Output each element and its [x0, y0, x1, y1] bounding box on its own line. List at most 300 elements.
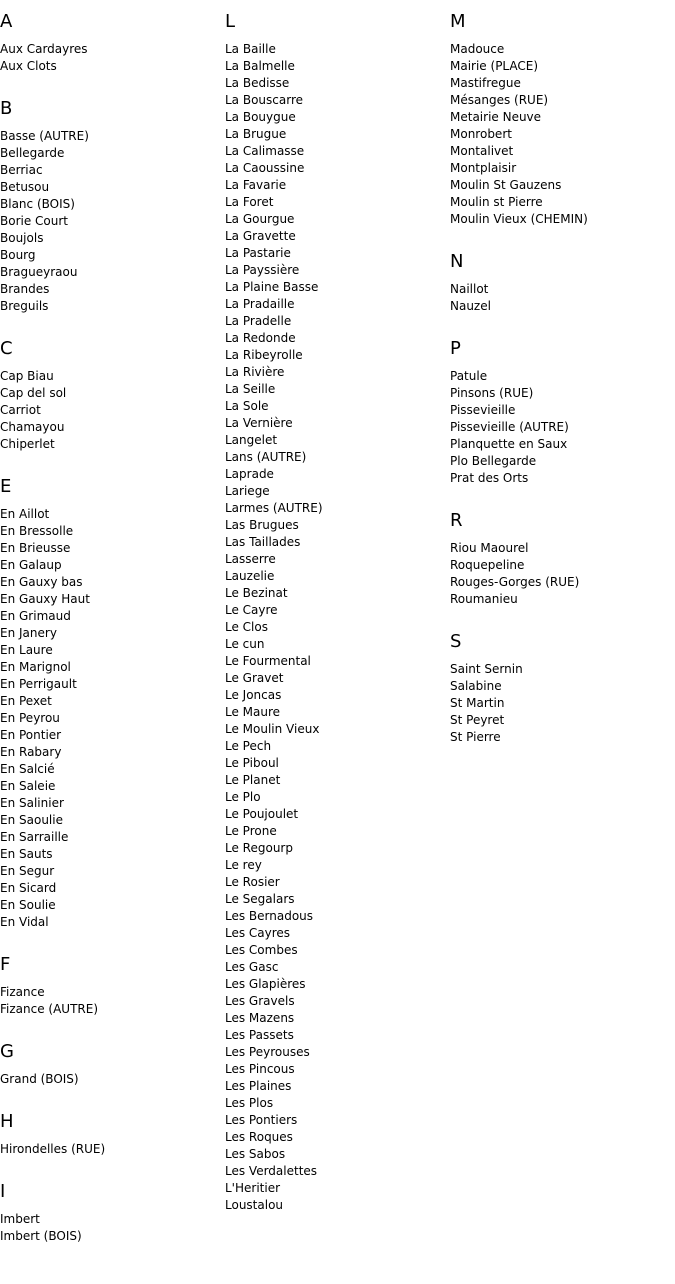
street-link[interactable]: Lariege	[225, 484, 270, 498]
street-link[interactable]: Fizance	[0, 985, 45, 999]
street-link[interactable]: Le Bezinat	[225, 586, 288, 600]
street-list-item	[225, 432, 445, 449]
street-link[interactable]: Les Peyrouses	[225, 1045, 310, 1059]
street-link[interactable]: La Bouygue	[225, 110, 296, 124]
street-link[interactable]: En Pexet	[0, 694, 52, 708]
street-link[interactable]: Les Combes	[225, 943, 298, 957]
street-list-item	[450, 41, 675, 58]
street-link[interactable]: Patule	[450, 369, 488, 383]
street-link[interactable]: Le Plo	[225, 790, 261, 804]
street-link[interactable]: Salabine	[450, 679, 502, 693]
letter-heading: A	[0, 11, 13, 32]
street-link[interactable]: Mastifregue	[450, 76, 521, 90]
street-link[interactable]: En Perrigault	[0, 677, 77, 691]
street-link[interactable]: En Grimaud	[0, 609, 71, 623]
street-list-item	[0, 213, 220, 230]
street-list-item	[225, 908, 445, 925]
street-list-item	[225, 143, 445, 160]
letter-heading: H	[0, 1111, 14, 1132]
street-list-item	[225, 653, 445, 670]
street-link[interactable]: Moulin Vieux (CHEMIN)	[450, 212, 588, 226]
street-link[interactable]: Basse (AUTRE)	[0, 129, 89, 143]
letter-section-s	[450, 631, 675, 746]
street-list-item	[225, 398, 445, 415]
street-link[interactable]: Les Passets	[225, 1028, 294, 1042]
street-list-item	[225, 1044, 445, 1061]
street-list-item	[225, 602, 445, 619]
street-list-item	[0, 829, 220, 846]
street-list	[0, 1071, 220, 1088]
street-list-item	[225, 755, 445, 772]
street-link[interactable]: En Vidal	[0, 915, 49, 929]
street-list-item	[0, 659, 220, 676]
street-link[interactable]: En Salcié	[0, 762, 55, 776]
street-link[interactable]: Bragueyraou	[0, 265, 78, 279]
street-link[interactable]: Le cun	[225, 637, 265, 651]
street-list-item	[0, 574, 220, 591]
street-list	[0, 1211, 220, 1245]
street-link[interactable]: En Salinier	[0, 796, 64, 810]
street-list-item	[225, 738, 445, 755]
street-link[interactable]: Las Taillades	[225, 535, 301, 549]
street-list	[225, 41, 445, 1214]
street-list-item	[225, 330, 445, 347]
street-list-item	[0, 984, 220, 1001]
street-link[interactable]: Naillot	[450, 282, 489, 296]
letter-section-n	[450, 251, 675, 315]
street-list	[0, 368, 220, 453]
street-list-item	[0, 196, 220, 213]
street-link[interactable]: Bourg	[0, 248, 36, 262]
street-list	[450, 368, 675, 487]
street-list-item	[450, 712, 675, 729]
letter-section-m	[450, 11, 675, 228]
street-link[interactable]: Les Plaines	[225, 1079, 292, 1093]
street-list-item	[450, 75, 675, 92]
street-list-item	[225, 857, 445, 874]
street-list-item	[225, 466, 445, 483]
street-link[interactable]: Le Planet	[225, 773, 281, 787]
street-list-item	[450, 368, 675, 385]
street-list-item	[225, 1061, 445, 1078]
street-link[interactable]: Rouges-Gorges (RUE)	[450, 575, 580, 589]
street-link[interactable]: Langelet	[225, 433, 278, 447]
street-link[interactable]: Le Cayre	[225, 603, 278, 617]
street-list	[450, 540, 675, 608]
street-list-item	[225, 1180, 445, 1197]
letter-section-f	[0, 954, 220, 1018]
street-list-item	[225, 177, 445, 194]
street-link[interactable]: Berriac	[0, 163, 43, 177]
street-list	[450, 281, 675, 315]
street-link[interactable]: En Saleie	[0, 779, 56, 793]
street-list-item	[0, 744, 220, 761]
street-list-item	[0, 710, 220, 727]
street-list-item	[225, 194, 445, 211]
street-link[interactable]: Imbert	[0, 1212, 40, 1226]
street-link[interactable]: Plo Bellegarde	[450, 454, 537, 468]
street-link[interactable]: Le Rosier	[225, 875, 280, 889]
letter-heading: N	[450, 251, 464, 272]
street-list-item	[0, 795, 220, 812]
street-link[interactable]: Saint Sernin	[450, 662, 523, 676]
street-list-item	[0, 846, 220, 863]
street-link[interactable]: Les Gravels	[225, 994, 295, 1008]
street-link[interactable]: Blanc (BOIS)	[0, 197, 75, 211]
street-list-item	[0, 778, 220, 795]
street-link[interactable]: En Bressolle	[0, 524, 74, 538]
street-link[interactable]: En Laure	[0, 643, 53, 657]
street-list-item	[0, 1141, 220, 1158]
street-list-item	[225, 925, 445, 942]
street-link[interactable]: En Soulie	[0, 898, 56, 912]
street-list-item	[0, 145, 220, 162]
street-list-item	[225, 58, 445, 75]
street-link[interactable]: Les Mazens	[225, 1011, 295, 1025]
street-list-item	[450, 58, 675, 75]
street-list-item	[450, 298, 675, 315]
street-list-item	[0, 557, 220, 574]
street-list-item	[225, 959, 445, 976]
street-list-item	[225, 704, 445, 721]
street-list-item	[450, 574, 675, 591]
street-list-item	[225, 126, 445, 143]
street-link[interactable]: Boujols	[0, 231, 44, 245]
street-list-item	[0, 41, 220, 58]
street-link[interactable]: Moulin St Gauzens	[450, 178, 562, 192]
street-list-item	[0, 385, 220, 402]
street-link[interactable]: En Segur	[0, 864, 55, 878]
street-link[interactable]: La Bedisse	[225, 76, 290, 90]
street-list-item	[0, 1211, 220, 1228]
street-list-item	[0, 402, 220, 419]
street-list-item	[225, 296, 445, 313]
street-link[interactable]: La Payssière	[225, 263, 300, 277]
street-list-item	[225, 1010, 445, 1027]
street-list-item	[0, 523, 220, 540]
street-link[interactable]: Laprade	[225, 467, 274, 481]
letter-heading: F	[0, 954, 11, 975]
street-link[interactable]: L'Heritier	[225, 1181, 281, 1195]
street-link[interactable]: Roumanieu	[450, 592, 518, 606]
street-link[interactable]: Metairie Neuve	[450, 110, 542, 124]
street-list-item	[225, 568, 445, 585]
street-link[interactable]: Monrobert	[450, 127, 512, 141]
street-link[interactable]: La Calimasse	[225, 144, 305, 158]
street-link[interactable]: Mésanges (RUE)	[450, 93, 549, 107]
street-link[interactable]: Les Plos	[225, 1096, 274, 1110]
street-link[interactable]: En Saoulie	[0, 813, 63, 827]
street-link[interactable]: Prat des Orts	[450, 471, 529, 485]
street-link[interactable]: Le Regourp	[225, 841, 293, 855]
street-list-item	[450, 281, 675, 298]
street-list-item	[0, 506, 220, 523]
street-list-item	[225, 41, 445, 58]
letter-section-b	[0, 98, 220, 315]
street-link[interactable]: St Peyret	[450, 713, 505, 727]
street-link[interactable]: Cap del sol	[0, 386, 67, 400]
street-list-item	[450, 177, 675, 194]
street-link[interactable]: St Martin	[450, 696, 505, 710]
street-list-item	[450, 453, 675, 470]
street-list-item	[450, 160, 675, 177]
street-link[interactable]: Le Pech	[225, 739, 272, 753]
street-list-item	[0, 608, 220, 625]
street-link[interactable]: La Sole	[225, 399, 269, 413]
street-link[interactable]: En Sicard	[0, 881, 57, 895]
letter-section-a	[0, 11, 220, 75]
street-list-item	[0, 863, 220, 880]
street-link[interactable]: En Pontier	[0, 728, 62, 742]
street-link[interactable]: Loustalou	[225, 1198, 284, 1212]
street-link[interactable]: Pissevieille (AUTRE)	[450, 420, 569, 434]
street-link[interactable]: La Balmelle	[225, 59, 295, 73]
street-link[interactable]: En Marignol	[0, 660, 71, 674]
letter-section-l	[225, 11, 445, 1214]
street-link[interactable]: Le Fourmental	[225, 654, 311, 668]
street-list-item	[0, 281, 220, 298]
street-list-item	[225, 1129, 445, 1146]
street-link[interactable]: En Janery	[0, 626, 57, 640]
street-list-item	[225, 619, 445, 636]
street-link[interactable]: Le Joncas	[225, 688, 282, 702]
street-list-item	[0, 436, 220, 453]
street-link[interactable]: Nauzel	[450, 299, 491, 313]
street-list-item	[0, 591, 220, 608]
street-list-item	[225, 483, 445, 500]
street-list-item	[225, 381, 445, 398]
street-link[interactable]: Lans (AUTRE)	[225, 450, 307, 464]
street-list-item	[0, 1001, 220, 1018]
street-list-item	[225, 1027, 445, 1044]
street-link[interactable]: Les Gasc	[225, 960, 279, 974]
street-link[interactable]: Roquepeline	[450, 558, 525, 572]
street-link[interactable]: Le Poujoulet	[225, 807, 299, 821]
street-link[interactable]: Le Prone	[225, 824, 277, 838]
street-link[interactable]: En Aillot	[0, 507, 50, 521]
street-link[interactable]: En Rabary	[0, 745, 62, 759]
street-link[interactable]: En Galaup	[0, 558, 62, 572]
letter-section-c	[0, 338, 220, 453]
street-link[interactable]: La Seille	[225, 382, 276, 396]
street-link[interactable]: Hirondelles (RUE)	[0, 1142, 106, 1156]
street-link[interactable]: La Pradelle	[225, 314, 292, 328]
letter-section-h	[0, 1111, 220, 1158]
street-list-item	[225, 636, 445, 653]
street-link[interactable]: Le Maure	[225, 705, 281, 719]
street-list-item	[225, 993, 445, 1010]
letter-section-e	[0, 476, 220, 931]
street-list-item	[225, 500, 445, 517]
street-list-item	[450, 661, 675, 678]
street-link[interactable]: Les Pincous	[225, 1062, 295, 1076]
street-link[interactable]: Planquette en Saux	[450, 437, 568, 451]
street-link[interactable]: En Gauxy bas	[0, 575, 83, 589]
street-link[interactable]: St Pierre	[450, 730, 501, 744]
street-list-item	[225, 517, 445, 534]
street-list-item	[225, 160, 445, 177]
street-list-item	[225, 551, 445, 568]
street-link[interactable]: La Caoussine	[225, 161, 305, 175]
street-list-item	[225, 1095, 445, 1112]
street-list-item	[225, 942, 445, 959]
street-link[interactable]: Larmes (AUTRE)	[225, 501, 323, 515]
street-list-item	[0, 914, 220, 931]
street-list-item	[450, 678, 675, 695]
street-list-item	[0, 264, 220, 281]
street-link[interactable]: La Foret	[225, 195, 274, 209]
street-list-item	[225, 92, 445, 109]
street-link[interactable]: Cap Biau	[0, 369, 54, 383]
street-link[interactable]: La Plaine Basse	[225, 280, 319, 294]
street-list-item	[450, 211, 675, 228]
street-list-item	[0, 642, 220, 659]
street-list-item	[225, 279, 445, 296]
street-list-item	[225, 721, 445, 738]
letter-heading: R	[450, 510, 463, 531]
street-list-item	[225, 364, 445, 381]
street-link[interactable]: Mairie (PLACE)	[450, 59, 539, 73]
street-link[interactable]: La Favarie	[225, 178, 287, 192]
letter-heading: L	[225, 11, 236, 32]
street-list-item	[450, 436, 675, 453]
street-link[interactable]: Aux Clots	[0, 59, 57, 73]
street-link[interactable]: En Brieusse	[0, 541, 71, 555]
street-link[interactable]: Pissevieille	[450, 403, 516, 417]
street-list	[0, 1141, 220, 1158]
street-link[interactable]: Lasserre	[225, 552, 276, 566]
letter-section-g	[0, 1041, 220, 1088]
street-link[interactable]: La Pradaille	[225, 297, 295, 311]
letter-section-p	[450, 338, 675, 487]
street-link[interactable]: En Sarraille	[0, 830, 69, 844]
letter-heading: B	[0, 98, 13, 119]
street-list-item	[225, 75, 445, 92]
street-link[interactable]: Les Glapières	[225, 977, 306, 991]
street-list-item	[225, 1163, 445, 1180]
street-link[interactable]: Chamayou	[0, 420, 65, 434]
street-list-item	[0, 625, 220, 642]
street-list-item	[225, 211, 445, 228]
street-list-item	[450, 143, 675, 160]
street-list	[0, 41, 220, 75]
letter-heading: S	[450, 631, 462, 652]
street-link[interactable]: Betusou	[0, 180, 50, 194]
street-link[interactable]: En Sauts	[0, 847, 53, 861]
street-link[interactable]: Les Cayres	[225, 926, 291, 940]
street-list-item	[450, 695, 675, 712]
street-list-item	[450, 385, 675, 402]
street-list	[450, 661, 675, 746]
street-link[interactable]: Madouce	[450, 42, 505, 56]
street-link[interactable]: Le rey	[225, 858, 262, 872]
street-link[interactable]: Le Moulin Vieux	[225, 722, 320, 736]
street-link[interactable]: La Redonde	[225, 331, 296, 345]
street-list-item	[225, 415, 445, 432]
street-link[interactable]: Chiperlet	[0, 437, 55, 451]
street-list-item	[0, 298, 220, 315]
street-link[interactable]: Montplaisir	[450, 161, 517, 175]
street-link[interactable]: Moulin st Pierre	[450, 195, 543, 209]
street-link[interactable]: La Vernière	[225, 416, 293, 430]
letter-section-i	[0, 1181, 220, 1245]
street-link[interactable]: Fizance (AUTRE)	[0, 1002, 99, 1016]
street-link[interactable]: Grand (BOIS)	[0, 1072, 79, 1086]
street-list	[450, 41, 675, 228]
street-link[interactable]: Les Pontiers	[225, 1113, 298, 1127]
street-list-item	[0, 1228, 220, 1245]
index-column-2	[225, 0, 445, 1214]
street-list-item	[0, 230, 220, 247]
street-list-item	[450, 109, 675, 126]
street-link[interactable]: Borie Court	[0, 214, 69, 228]
street-link[interactable]: La Rivière	[225, 365, 285, 379]
street-list-item	[225, 891, 445, 908]
street-link[interactable]: Riou Maourel	[450, 541, 529, 555]
street-link[interactable]: Les Roques	[225, 1130, 293, 1144]
street-link[interactable]: Pinsons (RUE)	[450, 386, 534, 400]
street-link[interactable]: Le Clos	[225, 620, 268, 634]
street-list-item	[225, 245, 445, 262]
letter-heading: E	[0, 476, 12, 497]
letter-section-r	[450, 510, 675, 608]
index-column-3	[450, 0, 675, 746]
street-link[interactable]: Les Sabos	[225, 1147, 286, 1161]
street-link[interactable]: La Gravette	[225, 229, 296, 243]
street-link[interactable]: Imbert (BOIS)	[0, 1229, 82, 1243]
street-link[interactable]: Le Piboul	[225, 756, 279, 770]
street-list-item	[450, 419, 675, 436]
street-link[interactable]: Le Gravet	[225, 671, 284, 685]
street-link[interactable]: Les Verdalettes	[225, 1164, 318, 1178]
street-list-item	[450, 194, 675, 211]
street-list-item	[225, 840, 445, 857]
street-link[interactable]: Breguils	[0, 299, 49, 313]
street-list-item	[225, 687, 445, 704]
street-link[interactable]: Carriot	[0, 403, 41, 417]
letter-heading: I	[0, 1181, 6, 1202]
street-list-item	[225, 534, 445, 551]
street-list-item	[450, 402, 675, 419]
street-link[interactable]: Brandes	[0, 282, 50, 296]
street-link[interactable]: Las Brugues	[225, 518, 299, 532]
letter-heading: G	[0, 1041, 14, 1062]
street-link[interactable]: Bellegarde	[0, 146, 65, 160]
street-link[interactable]: La Gourgue	[225, 212, 295, 226]
street-list-item	[225, 670, 445, 687]
street-link[interactable]: La Bouscarre	[225, 93, 304, 107]
street-link[interactable]: Les Bernadous	[225, 909, 314, 923]
street-list-item	[225, 1078, 445, 1095]
street-link[interactable]: Lauzelie	[225, 569, 275, 583]
street-list	[0, 128, 220, 315]
street-link[interactable]: La Ribeyrolle	[225, 348, 303, 362]
street-link[interactable]: En Gauxy Haut	[0, 592, 90, 606]
street-list-item	[225, 585, 445, 602]
street-link[interactable]: La Baille	[225, 42, 276, 56]
street-list-item	[225, 313, 445, 330]
street-link[interactable]: Montalivet	[450, 144, 514, 158]
street-link[interactable]: Aux Cardayres	[0, 42, 88, 56]
street-link[interactable]: En Peyrou	[0, 711, 60, 725]
street-list-item	[225, 806, 445, 823]
street-list	[0, 506, 220, 931]
letter-heading: C	[0, 338, 13, 359]
street-list-item	[0, 540, 220, 557]
street-link[interactable]: La Brugue	[225, 127, 287, 141]
street-link[interactable]: La Pastarie	[225, 246, 291, 260]
street-link[interactable]: Le Segalars	[225, 892, 295, 906]
